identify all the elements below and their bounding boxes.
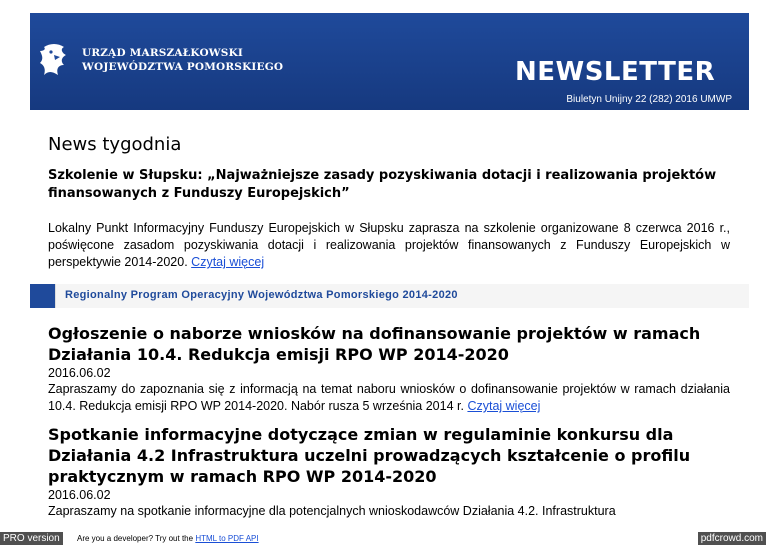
news-read-more-link[interactable]: Czytaj więcej bbox=[191, 255, 265, 269]
rpo-section-bar bbox=[30, 284, 749, 308]
org-name-line1: URZĄD MARSZAŁKOWSKI bbox=[82, 47, 244, 59]
item-title: Ogłoszenie o naborze wniosków na dofinansowanie projektów w ramach Działania 10.4. Redukcja emisji RPO WP 2014-2020 bbox=[48, 324, 701, 364]
section-title: News tygodnia bbox=[48, 134, 182, 155]
item-date: 2016.06.02 bbox=[48, 366, 111, 380]
item-title: Spotkanie informacyjne dotyczące zmian w regulaminie konkursu dla Działania 4.2 Infrastruktura uczelni prowadzących kształcenie o profilu praktycznym w ramach RPO WP 2014-2020 bbox=[48, 425, 691, 486]
org-name-line2: WOJEWÓDZTWA POMORSKIEGO bbox=[82, 61, 284, 73]
pdfcrowd-footer bbox=[0, 531, 768, 545]
news-paragraph bbox=[48, 220, 730, 271]
griffin-crest-icon bbox=[38, 41, 72, 79]
item-text bbox=[48, 381, 730, 415]
item-read-more-link[interactable]: Czytaj więcej bbox=[467, 399, 541, 413]
news-section bbox=[48, 110, 730, 271]
rpo-news-list bbox=[48, 323, 730, 520]
bulletin-issue: Biuletyn Unijny 22 (282) 2016 UMWP bbox=[566, 94, 732, 105]
item-text: Zapraszamy na spotkanie informacyjne dla potencjalnych wnioskodawców Działania 4.2. Infrastruktura bbox=[48, 504, 616, 518]
newsletter-header bbox=[30, 13, 749, 110]
pdfcrowd-brand[interactable]: pdfcrowd.com bbox=[698, 532, 766, 545]
newsletter-page bbox=[30, 13, 749, 545]
news-headline: Szkolenie w Słupsku: „Najważniejsze zasady pozyskiwania dotacji i realizowania projektów finansowanych z Funduszy Europejskich” bbox=[48, 168, 717, 201]
developer-promo-text: Are you a developer? Try out the bbox=[77, 534, 194, 543]
newsletter-title: NEWSLETTER bbox=[515, 57, 716, 87]
rpo-section-label-box bbox=[55, 284, 749, 308]
item-text-body: Zapraszamy do zapoznania się z informacją na temat naboru wniosków o dofinansowanie projektów w ramach działania 10.4. Redukcja emisji RPO WP 2014-2020. Nabór rusza 5 września 2014 r. bbox=[48, 382, 730, 413]
rpo-section-label: Regionalny Program Operacyjny Województwa Pomorskiego 2014-2020 bbox=[65, 289, 458, 301]
list-item bbox=[48, 424, 730, 520]
news-paragraph-text: Lokalny Punkt Informacyjny Funduszy Europejskich w Słupsku zaprasza na szkolenie organizowane 8 czerwca 2016 r., poświęcone zasadom pozyskiwania dotacji i realizowania projektów finansowanych z Funduszy Europejskich w perspektywie 2014-2020. bbox=[48, 221, 730, 269]
developer-promo bbox=[77, 534, 259, 543]
pro-version-badge: PRO version bbox=[0, 532, 63, 545]
list-item bbox=[48, 323, 730, 415]
item-date: 2016.06.02 bbox=[48, 488, 111, 502]
html-to-pdf-api-link[interactable]: HTML to PDF API bbox=[195, 534, 259, 543]
